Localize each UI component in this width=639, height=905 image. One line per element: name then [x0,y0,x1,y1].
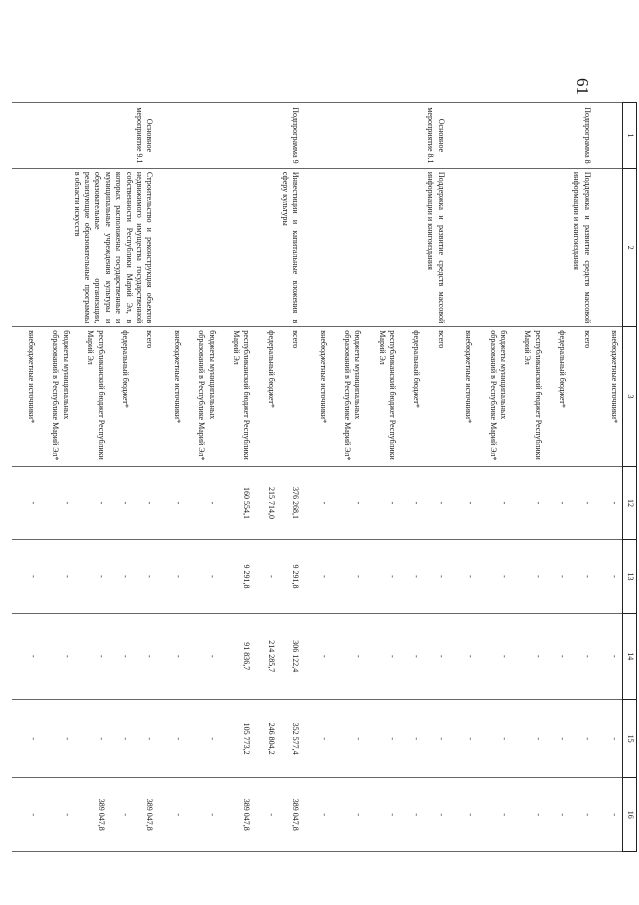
program-name-cell [449,168,595,326]
funding-value: - [388,575,398,578]
funding-source-label: федеральный бюджет* [558,330,568,408]
funding-value: - [145,501,155,505]
funding-value: 246 804,2 [266,722,276,755]
funding-value: - [121,737,131,740]
column-header: 1 [623,103,637,169]
value-cell-15 [303,699,449,778]
value-cell-16 [595,778,623,852]
funding-value: - [266,813,276,817]
funding-value: - [610,501,619,505]
funding-source-label: всего [582,330,592,349]
value-cell-16 [449,778,595,852]
funding-source-label: внебюджетные источники* [610,330,619,424]
funding-source-cell [449,327,595,466]
funding-value: - [533,737,543,740]
value-cell-12 [595,466,623,540]
funding-value: - [412,501,422,505]
program-code: Подпрограмма 8 [582,107,592,164]
funding-value: 214 285,7 [266,640,276,673]
table-row [12,103,158,852]
funding-value: - [354,501,364,505]
funding-value: - [208,575,218,578]
funding-value: - [96,575,106,578]
funding-value: - [388,737,398,740]
value-cell-13 [157,540,303,614]
column-header: 2 [623,168,637,326]
funding-value: - [96,654,106,658]
program-code-cell [595,103,623,169]
funding-value: - [62,654,72,658]
funding-value: 352 577,4 [291,722,301,755]
funding-value: - [320,813,330,817]
program-code: Основное мероприятие 8.1 [426,107,446,164]
program-name: Инвестиции и капитальные вложения в сферу культуры [280,171,301,324]
value-cell-14 [157,613,303,699]
value-cell-16 [12,778,158,852]
funding-value: - [354,654,364,658]
funding-source-label: республиканский бюджет Республики Марий Эл [86,330,106,460]
funding-value: - [436,575,446,578]
funding-value: 91 836,7 [242,642,252,671]
table-row [595,103,623,852]
funding-value: - [412,575,422,578]
value-cell-15 [449,699,595,778]
funding-value: - [62,501,72,505]
funding-value: - [354,737,364,740]
column-header: 15 [623,699,637,778]
funding-source-label: всего [145,330,155,349]
funding-value: 389 047,8 [291,798,301,831]
funding-value: 389 047,8 [242,798,252,831]
funding-value: - [412,737,422,740]
table-row [449,103,595,852]
funding-value: - [174,813,184,817]
value-cell-15 [12,699,158,778]
table-header-row [623,103,637,852]
funding-value: - [96,501,106,505]
funding-value: - [465,813,475,817]
program-name: Строительство и реконструкция объектов недвижимого имущества государственной собственности Республики Марий Эл, в которых расположены государственные и муниципальные учреждения культуры и образовательные организации, реализующие образовательные программы в области искусств [72,171,155,324]
funding-value: - [558,737,568,740]
funding-source-label: бюджеты муниципальных образований в Республике Марий Эл* [488,330,509,461]
funding-value: 160 554,1 [242,486,252,519]
funding-value: - [96,737,106,740]
program-name-cell [595,168,623,326]
funding-source-label: федеральный бюджет* [121,330,131,408]
funding-value: - [121,501,131,505]
funding-value: - [145,654,155,658]
funding-value: - [558,575,568,578]
funding-value: - [121,813,131,817]
funding-value: - [388,501,398,505]
value-cell-12 [303,466,449,540]
column-header: 13 [623,540,637,614]
funding-value: - [208,813,218,817]
funding-source-cell [12,327,158,466]
funding-value: - [174,575,184,578]
funding-value: - [610,575,619,578]
program-name-cell [303,168,449,326]
funding-source-label: республиканский бюджет Республики Марий Эл [231,330,252,460]
funding-source-label: федеральный бюджет* [412,330,422,408]
program-code: Подпрограмма 9 [291,107,301,164]
value-cell-16 [303,778,449,852]
column-header: 12 [623,466,637,540]
value-cell-13 [449,540,595,614]
funding-value: - [582,654,592,658]
funding-value: - [121,654,131,658]
funding-value: 389 047,8 [145,798,155,831]
funding-value: - [558,813,568,817]
funding-value: - [499,737,509,740]
program-name-cell [157,168,303,326]
value-cell-12 [157,466,303,540]
funding-source-label: федеральный бюджет* [266,330,276,408]
funding-value: - [436,737,446,740]
funding-value: - [320,654,330,658]
rotated-page-content [27,102,637,852]
funding-source-label: внебюджетные источники* [464,330,474,424]
program-code-cell [12,103,158,169]
funding-value: 389 047,8 [96,798,106,831]
funding-value: - [266,575,276,578]
funding-value: - [582,737,592,740]
table-row [157,103,303,852]
funding-value: - [436,501,446,505]
funding-value: - [533,501,543,505]
funding-value: - [558,654,568,658]
funding-value: - [174,501,184,505]
funding-value: - [388,654,398,658]
funding-value: 306 122,4 [291,640,301,673]
funding-value: - [499,654,509,658]
funding-value: - [208,654,218,658]
funding-source-label: республиканский бюджет Республики Марий Эл [523,330,543,460]
funding-value: - [499,501,509,505]
funding-value: - [610,654,619,658]
funding-value: - [28,575,38,578]
value-cell-14 [449,613,595,699]
funding-value: - [436,813,446,817]
value-cell-13 [595,540,623,614]
funding-value: - [465,654,475,658]
value-cell-13 [303,540,449,614]
funding-value: - [533,813,543,817]
value-cell-14 [12,613,158,699]
funding-value: - [208,737,218,740]
funding-value: - [320,737,330,740]
funding-value: - [62,575,72,578]
funding-source-label: всего [291,330,301,349]
value-cell-15 [157,699,303,778]
value-cell-13 [12,540,158,614]
funding-value: 9 291,8 [291,564,301,589]
funding-value: 9 291,8 [242,564,252,589]
funding-value: - [465,575,475,578]
program-name: Поддержка и развитие средств массовой информации и книгоиздания [426,171,446,324]
funding-value: - [320,501,330,505]
funding-value: - [499,575,509,578]
funding-value: - [582,575,592,578]
value-cell-15 [595,699,623,778]
funding-source-label: внебюджетные источники* [318,330,328,424]
funding-value: - [121,575,131,578]
program-code-cell [303,103,449,169]
funding-value: 105 773,2 [242,722,252,755]
budget-table [12,102,637,852]
table-body [12,103,623,852]
funding-value: - [558,501,568,505]
funding-value: - [610,737,619,740]
page-number: 61 [573,78,592,95]
funding-value: - [388,813,398,817]
funding-value: - [465,737,475,740]
funding-value: - [145,575,155,578]
funding-value: - [354,813,364,817]
funding-value: - [320,575,330,578]
funding-value: - [582,501,592,505]
program-name-cell [12,168,158,326]
funding-source-cell [157,327,303,466]
funding-value: - [28,813,38,817]
funding-source-label: всего [436,330,446,349]
funding-value: - [465,501,475,505]
funding-source-label: бюджеты муниципальных образований в Республике Марий Эл* [51,330,71,461]
funding-value: - [533,575,543,578]
program-code-cell [157,103,303,169]
funding-value: - [582,813,592,817]
program-code: Основное мероприятие 9.1 [135,107,155,164]
table-row [303,103,449,852]
value-cell-12 [12,466,158,540]
funding-value: - [354,575,364,578]
column-header: 14 [623,613,637,699]
funding-value: - [62,737,72,740]
funding-source-cell [303,327,449,466]
funding-value: - [412,813,422,817]
funding-value: - [610,813,619,817]
value-cell-14 [303,613,449,699]
funding-source-label: внебюджетные источники* [27,330,37,424]
funding-value: - [174,654,184,658]
funding-source-cell [595,327,623,466]
funding-value: 376 268,1 [291,486,301,519]
value-cell-12 [449,466,595,540]
funding-value: - [145,737,155,740]
program-name: Поддержка и развитие средств массовой информации и книгоиздания [572,171,592,324]
column-header: 16 [623,778,637,852]
funding-value: - [174,737,184,740]
funding-value: - [28,737,38,740]
funding-value: - [412,654,422,658]
funding-value: - [499,813,509,817]
value-cell-16 [157,778,303,852]
program-code-cell [449,103,595,169]
funding-source-label: республиканский бюджет Республики Марий Эл [377,330,398,460]
funding-source-label: бюджеты муниципальных образований в Республике Марий Эл* [197,330,217,461]
funding-source-label: внебюджетные источники* [172,330,182,424]
funding-value: 215 714,0 [266,486,276,519]
funding-source-label: бюджеты муниципальных образований в Республике Марий Эл* [342,330,363,461]
funding-value: - [62,813,72,817]
funding-value: - [533,654,543,658]
column-header: 3 [623,327,637,466]
funding-value: - [28,654,38,658]
value-cell-14 [595,613,623,699]
funding-value: - [436,654,446,658]
funding-value: - [208,501,218,505]
funding-value: - [28,501,38,505]
